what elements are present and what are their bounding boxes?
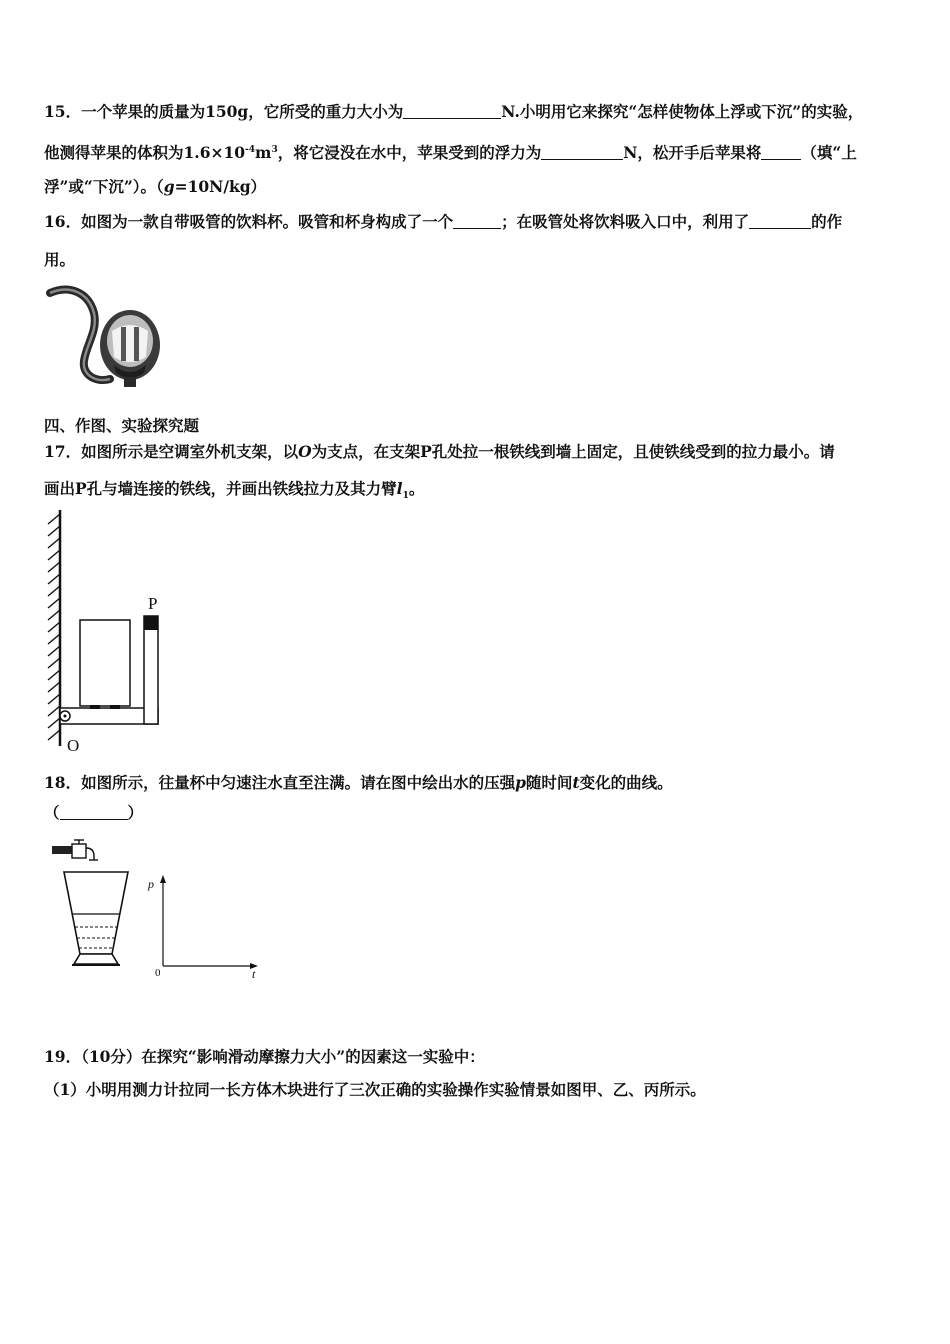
measuring-cup-figure bbox=[46, 838, 146, 972]
bracket-vertical-arm bbox=[144, 616, 158, 724]
label-p: P bbox=[148, 594, 158, 613]
pressure-time-axes bbox=[146, 872, 268, 980]
q17-line-2: 画出P孔与墙连接的铁线，并画出铁线拉力及其力臂$l_1$。 bbox=[44, 479, 425, 502]
q15-line-3: 浮”或“下沉”）。（g=10N/kg） bbox=[44, 177, 267, 196]
tap-icon bbox=[52, 846, 72, 854]
q17-line-1: 17．如图所示是空调室外机支架，以O为支点，在支架P孔处拉一根铁线到墙上固定，且使铁线受到的拉力最小。请 bbox=[44, 442, 835, 461]
q18-answer: （ ） bbox=[44, 803, 144, 822]
axis-label-t: t bbox=[252, 967, 256, 980]
q16-line-2: 用。 bbox=[44, 250, 76, 269]
measuring-cup bbox=[64, 872, 128, 954]
q15-blank-buoyancy[interactable] bbox=[541, 144, 623, 160]
q19-line-1: 19．（10分）在探究“影响滑动摩擦力大小”的因素这一实验中： bbox=[44, 1047, 485, 1066]
q15-line-2: 他测得苹果的体积为$1.6\times 10^{-4}m^3$，将它浸没在水中，苹果受到的浮力为 N，松开手后苹果将 （填“上 bbox=[44, 143, 857, 163]
q19-line-2: （1）小明用测力计拉同一长方体木块进行了三次正确的实验操作实验情景如图甲、乙、丙所示。 bbox=[44, 1080, 706, 1099]
hole-p bbox=[144, 616, 158, 630]
q16-line-1: 16．如图为一款自带吸管的饮料杯。吸管和杯身构成了一个 ；在吸管处将饮料吸入口中，利用了 的作 bbox=[44, 212, 843, 231]
section-title: 四、作图、实验探究题 bbox=[44, 416, 200, 435]
wall-hatching bbox=[48, 514, 60, 740]
q16-blank-1[interactable] bbox=[453, 213, 501, 229]
q18-blank[interactable] bbox=[60, 804, 128, 820]
straw-cup-figure bbox=[46, 283, 168, 391]
ac-unit bbox=[80, 620, 130, 706]
q16-blank-2[interactable] bbox=[749, 213, 811, 229]
axis-label-p: p bbox=[148, 877, 154, 891]
q15-blank-gravity[interactable] bbox=[403, 103, 501, 119]
ac-bracket-figure bbox=[40, 506, 180, 758]
q15-blank-float-sink[interactable] bbox=[761, 144, 801, 160]
label-o: O bbox=[67, 736, 80, 755]
q18-line-1: 18．如图所示，往量杯中匀速注水直至注满。请在图中绘出水的压强p随时间t变化的曲线。 bbox=[44, 773, 673, 792]
axis-origin: 0 bbox=[155, 967, 161, 979]
q15-line-1: 15．一个苹果的质量为150g，它所受的重力大小为 N.小明用它来探究“怎样使物体上浮或下沉”的实验， bbox=[44, 102, 864, 121]
